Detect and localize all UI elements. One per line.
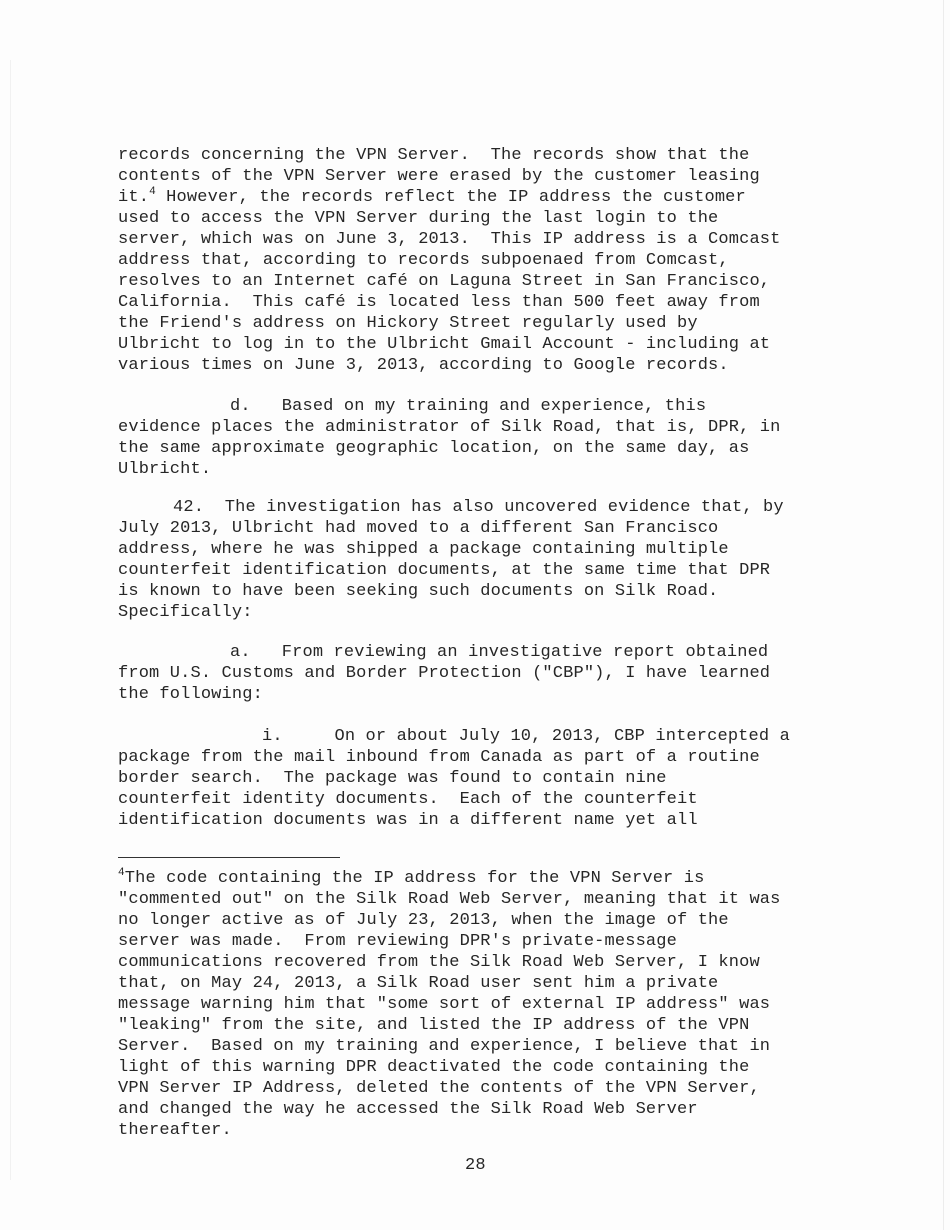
footnote-line: server was made. From reviewing DPR's private-message [118, 932, 677, 951]
footnote-line: communications recovered from the Silk Road Web Server, I know [118, 953, 760, 972]
body-line: Ulbricht. [118, 460, 212, 479]
body-line: identification documents was in a different name yet all [118, 811, 698, 830]
body-line: from U.S. Customs and Border Protection ("CBP"), I have learned [118, 664, 771, 683]
body-line: address that, according to records subpoenaed from Comcast, [118, 251, 729, 270]
body-line: package from the mail inbound from Canada as part of a routine [118, 748, 760, 767]
body-line-start: it. [118, 188, 150, 207]
body-line: the following: [118, 685, 263, 704]
footnote-line: "leaking" from the site, and listed the IP address of the VPN [118, 1016, 750, 1035]
body-line: is known to have been seeking such documents on Silk Road. [118, 582, 719, 601]
body-line: counterfeit identity documents. Each of the counterfeit [118, 790, 698, 809]
body-line: evidence places the administrator of Silk Road, that is, DPR, in [118, 418, 781, 437]
body-line-with-footnote-ref [118, 187, 746, 208]
footnote-line: message warning him that "some sort of external IP address" was [118, 995, 771, 1014]
body-line: resolves to an Internet café on Laguna Street in San Francisco, [118, 272, 771, 291]
page-number: 28 [465, 1156, 486, 1175]
body-line: various times on June 3, 2013, according to Google records. [118, 356, 729, 375]
body-line: Specifically: [118, 603, 253, 622]
body-line: contents of the VPN Server were erased by the customer leasing [118, 167, 760, 186]
footnote-line: Server. Based on my training and experience, I believe that in [118, 1037, 771, 1056]
body-line: counterfeit identification documents, at the same time that DPR [118, 561, 771, 580]
item-i-line: i. On or about July 10, 2013, CBP intercepted a [262, 727, 790, 746]
footnote-line: "commented out" on the Silk Road Web Server, meaning that it was [118, 890, 781, 909]
body-line: records concerning the VPN Server. The records show that the [118, 146, 750, 165]
body-line: California. This café is located less than 500 feet away from [118, 293, 760, 312]
footnote-marker: 4 [118, 867, 125, 879]
body-line: Ulbricht to log in to the Ulbricht Gmail Account - including at [118, 335, 771, 354]
body-line: used to access the VPN Server during the last login to the [118, 209, 719, 228]
footnote-line-with-marker [118, 868, 704, 889]
body-line: July 2013, Ulbricht had moved to a different San Francisco [118, 519, 719, 538]
footnote-line: VPN Server IP Address, deleted the contents of the VPN Server, [118, 1079, 760, 1098]
body-line: the Friend's address on Hickory Street regularly used by [118, 314, 698, 333]
footnote-line: light of this warning DPR deactivated the code containing the [118, 1058, 750, 1077]
footnote-line: that, on May 24, 2013, a Silk Road user sent him a private [118, 974, 719, 993]
body-line: the same approximate geographic location, on the same day, as [118, 439, 750, 458]
footnote-line: no longer active as of July 23, 2013, when the image of the [118, 911, 729, 930]
body-line: address, where he was shipped a package containing multiple [118, 540, 729, 559]
scan-edge-left [10, 60, 11, 1180]
body-line: server, which was on June 3, 2013. This IP address is a Comcast [118, 230, 781, 249]
footnote-text: The code containing the IP address for the VPN Server is [124, 869, 705, 888]
footnote-line: and changed the way he accessed the Silk Road Web Server [118, 1100, 698, 1119]
footnote-separator [118, 857, 340, 858]
subparagraph-a-line: a. From reviewing an investigative report obtained [230, 643, 769, 662]
scan-edge-right [943, 0, 944, 1230]
body-line: border search. The package was found to contain nine [118, 769, 667, 788]
subparagraph-d-line: d. Based on my training and experience, this [230, 397, 707, 416]
paragraph-42-line: 42. The investigation has also uncovered evidence that, by [173, 498, 784, 517]
footnote-line: thereafter. [118, 1121, 232, 1140]
body-line-end: However, the records reflect the IP address the customer [155, 188, 746, 207]
footnote-reference: 4 [149, 186, 156, 198]
